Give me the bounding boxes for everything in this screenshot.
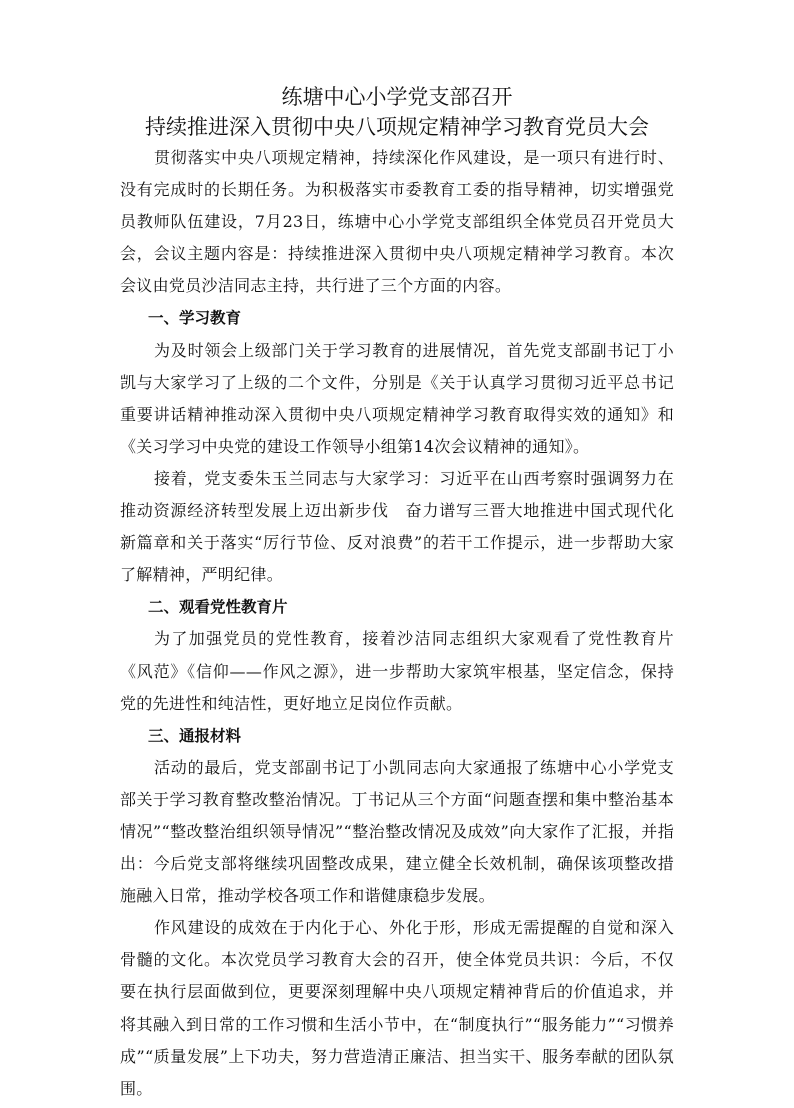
document-body	[120, 142, 674, 1105]
title-line-1: 练塘中心小学党支部召开	[281, 85, 513, 109]
section-1-paragraph-2: 接着，党支委朱玉兰同志与大家学习：习近平在山西考察时强调努力在推动资源经济转型发展上迈出新步伐 奋力谱写三晋大地推进中国式现代化新篇章和关于落实“厉行节俭、反对浪费”的若干工作提示，进一步帮助大家了解精神，严明纪律。	[120, 468, 674, 585]
section-1-heading: 一、学习教育	[148, 309, 242, 328]
section-2-paragraph-1: 为了加强党员的党性教育，接着沙洁同志组织大家观看了党性教育片《风范》《信仰——作风之源》，进一步帮助大家筑牢根基，坚定信念，保持党的先进性和纯洁性，更好地立足岗位作贡献。	[120, 629, 674, 713]
section-3-heading: 三、通报材料	[148, 726, 242, 745]
section-3-paragraph-2: 作风建设的成效在于内化于心、外化于形，形成无需提醒的自觉和深入骨髓的文化。本次党员学习教育大会的召开，使全体党员共识：今后，不仅要在执行层面做到位，更要深刻理解中央八项规定精神背后的价值追求，并将其融入到日常的工作习惯和生活小节中，在“制度执行”“服务能力”“习惯养成”“质量发展”上下功夫，努力营造清正廉洁、担当实干、服务奉献的团队氛围。	[120, 918, 674, 1098]
intro-paragraph: 贯彻落实中央八项规定精神，持续深化作风建设，是一项只有进行时、没有完成时的长期任务。为积极落实市委教育工委的指导精神，切实增强党员教师队伍建设，7月23日，练塘中心小学党支部组织全体党员召开党员大会，会议主题内容是：持续推进深入贯彻中央八项规定精神学习教育。本次会议由党员沙洁同志主持，共行进了三个方面的内容。	[120, 148, 674, 296]
section-2-heading: 二、观看党性教育片	[148, 598, 288, 617]
section-3-paragraph-1: 活动的最后，党支部副书记丁小凯同志向大家通报了练塘中心小学党支部关于学习教育整改整治情况。丁书记从三个方面“问题查摆和集中整治基本情况”“整改整治组织领导情况”“整治整改情况及成效”向大家作了汇报，并指出：今后党支部将继续巩固整改成果，建立健全长效机制，确保该项整改措施融入日常，推动学校各项工作和谐健康稳步发展。	[120, 757, 674, 906]
title-line-2: 持续推进深入贯彻中央八项规定精神学习教育党员大会	[145, 115, 649, 139]
section-1-paragraph-1: 为及时领会上级部门关于学习教育的进展情况，首先党支部副书记丁小凯与大家学习了上级的二个文件，分别是《关于认真学习贯彻习近平总书记重要讲话精神推动深入贯彻中央八项规定精神学习教育取得实效的通知》和《关习学习中央党的建设工作领导小组第14次会议精神的通知》。	[120, 340, 674, 456]
document-title	[0, 82, 794, 142]
